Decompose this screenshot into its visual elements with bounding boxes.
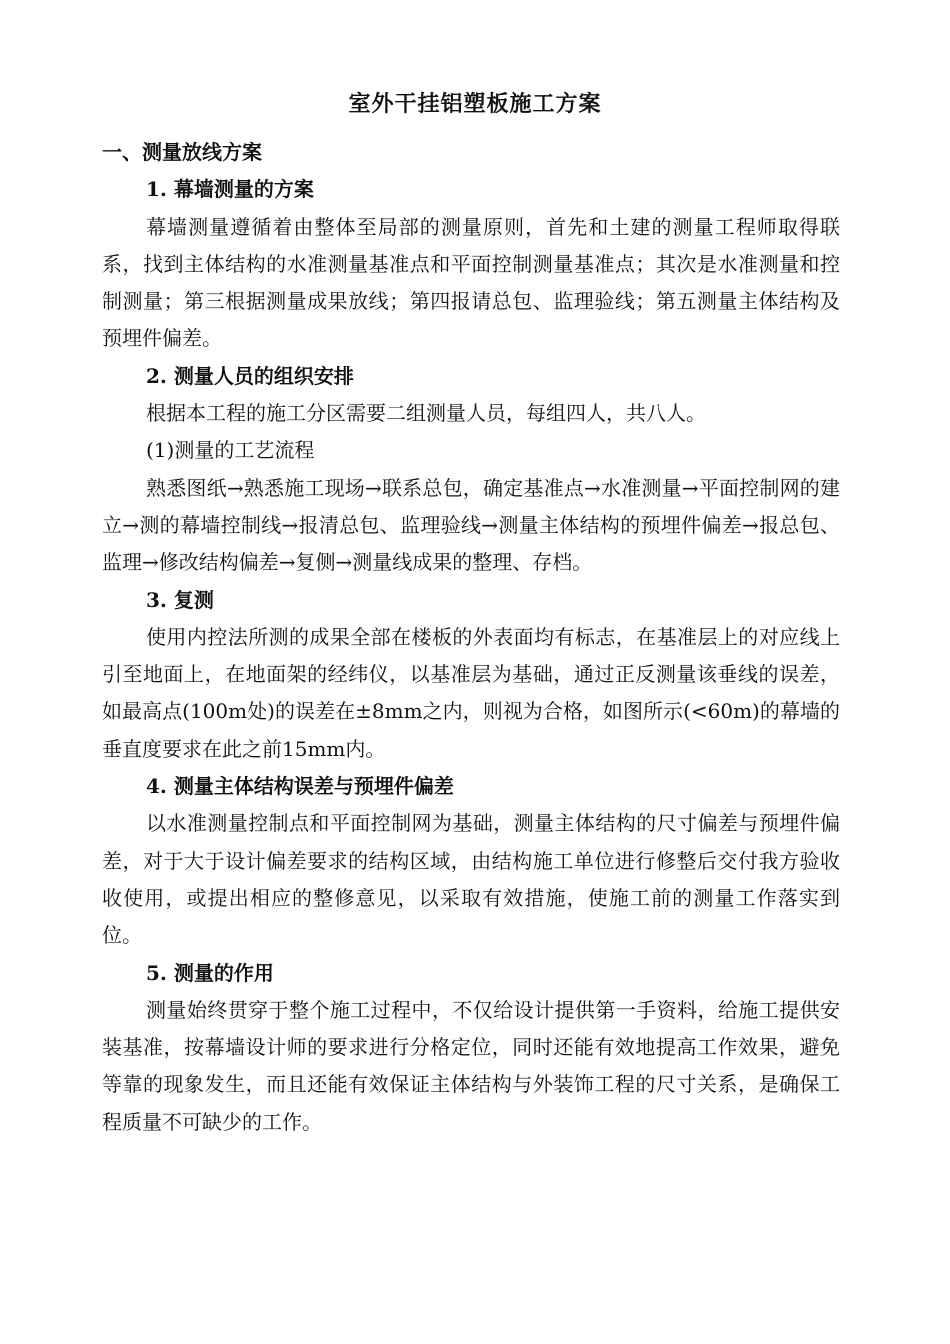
item-label-process-flow: (1)测量的工艺流程	[146, 438, 315, 463]
paragraph-resurvey: 使用内控法所测的成果全部在楼板的外表面均有标志，在基准层上的对应线上引至地面上，在地面架的经纬仪，以基准层为基础，通过正反测量该垂线的误差，如最高点(100m处)的误差在±8mm之内，则视为合格，如图所示(<60m)的幕墙的垂直度要求在此之前15mm内。	[102, 624, 840, 761]
paragraph-structure-deviation: 以水准测量控制点和平面控制网为基础，测量主体结构的尺寸偏差与预埋件偏差，对于大于设计偏差要求的结构区域，由结构施工单位进行修整后交付我方验收收使用，或提出相应的整修意见，以采取有效措施，使施工前的测量工作落实到位。	[102, 811, 840, 948]
subheading-structure-deviation: 4. 测量主体结构误差与预埋件偏差	[146, 774, 454, 799]
paragraph-staff-arrangement: 根据本工程的施工分区需要二组测量人员，每组四人，共八人。	[146, 401, 706, 426]
paragraph-curtain-wall-survey: 幕墙测量遵循着由整体至局部的测量原则，首先和土建的测量工程师取得联系，找到主体结构的水准测量基准点和平面控制测量基准点；其次是水准测量和控制测量；第三根据测量成果放线；第四报请总包、监理验线；第五测量主体结构及预埋件偏差。	[102, 214, 840, 351]
subheading-curtain-wall-survey: 1. 幕墙测量的方案	[146, 177, 314, 202]
subheading-survey-function: 5. 测量的作用	[146, 960, 274, 985]
section-heading-survey: 一、测量放线方案	[102, 140, 262, 164]
paragraph-survey-function: 测量始终贯穿于整个施工过程中，不仅给设计提供第一手资料，给施工提供安装基准，按幕墙设计师的要求进行分格定位，同时还能有效地提高工作效果，避免等靠的现象发生，而且还能有效保证主体结构与外装饰工程的尺寸关系，是确保工程质量不可缺少的工作。	[102, 997, 840, 1134]
subheading-staff-arrangement: 2. 测量人员的组织安排	[146, 363, 354, 388]
document-body	[102, 134, 840, 1141]
subheading-resurvey: 3. 复测	[146, 587, 214, 612]
document-title: 室外干挂铝塑板施工方案	[348, 91, 602, 117]
paragraph-process-flow: 熟悉图纸→熟悉施工现场→联系总包，确定基准点→水准测量→平面控制网的建立→测的幕墙控制线→报清总包、监理验线→测量主体结构的预埋件偏差→报总包、监理→修改结构偏差→复侧→测量线成果的整理、存档。	[102, 475, 840, 575]
